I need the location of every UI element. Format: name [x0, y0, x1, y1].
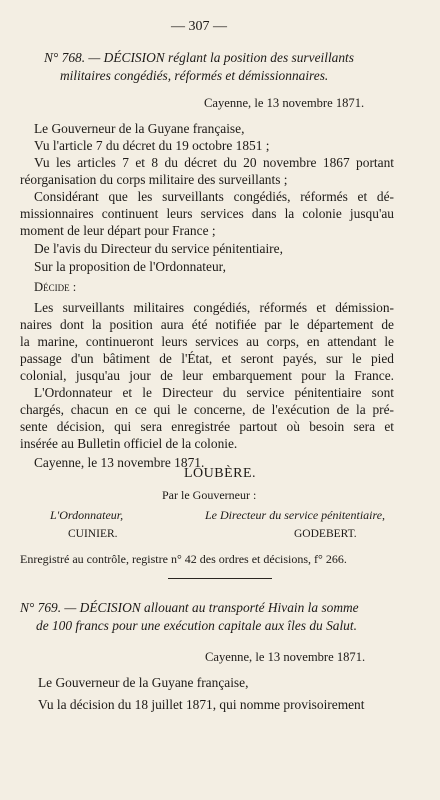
decision-769-heading-line-1: N° 769. — DÉCISION allouant au transporté Hivain la somme [20, 600, 359, 615]
decision-768-article-2-line-2: chargés, chacun en ce qui le concerne, de l'exécution de la pré- [20, 402, 394, 417]
decision-768-governor: Le Gouverneur de la Guyane française, [34, 121, 245, 136]
decision-768-heading-line-1: N° 768. — DÉCISION réglant la position des surveillants [44, 50, 354, 65]
decision-768-place-date: Cayenne, le 13 novembre 1871. [204, 96, 365, 110]
decision-768-article-2-line-4: insérée au Bulletin officiel de la colonie. [20, 436, 238, 451]
decision-768-article-1-line-1: Les surveillants militaires congédiés, réformés et démission- [34, 300, 394, 315]
decision-768-closing-date: Cayenne, le 13 novembre 1871. [34, 455, 205, 470]
decision-768-vu-2: Vu les articles 7 et 8 du décret du 20 novembre 1867 portant [34, 155, 394, 170]
par-le-gouverneur: Par le Gouverneur : [162, 488, 257, 502]
directeur-title: Le Directeur du service pénitentiaire, [205, 508, 386, 522]
decision-769-place-date: Cayenne, le 13 novembre 1871. [205, 650, 366, 664]
decision-768-article-2-line-1: L'Ordonnateur et le Directeur du service pénitentiaire sont [34, 385, 394, 400]
page-number: — 307 — [171, 19, 227, 34]
decision-769-vu: Vu la décision du 18 juillet 1871, qui nomme provisoirement [38, 697, 365, 712]
decision-769-heading-line-2: de 100 francs pour une exécution capitale aux îles du Salut. [36, 618, 357, 633]
decision-768-considerant-cont-1: missionnaires continuent leurs services dans la colonie jusqu'au [20, 206, 394, 221]
decision-768-article-1-line-3: la marine, continueront leurs services au corps, en attendant le [20, 334, 394, 349]
directeur-name: GODEBERT. [294, 528, 357, 540]
decision-768-avis: De l'avis du Directeur du service pénitentiaire, [34, 241, 283, 256]
decision-768-vu-1: Vu l'article 7 du décret du 19 octobre 1851 ; [34, 138, 270, 153]
section-divider [168, 578, 272, 579]
decision-768-article-2-line-3: sente décision, qui sera enregistrée partout où besoin sera et [20, 419, 394, 434]
decision-768-article-1-line-4: passage d'un bâtiment de l'État, et seront payés, sur le pied [20, 351, 394, 366]
decision-768-considerant-cont-2: moment de leur départ pour France ; [20, 223, 216, 238]
decision-768-decide: Décide : [34, 280, 77, 294]
signatory-loubere: LOUBÈRE. [184, 466, 257, 481]
decision-768-article-1-line-5: colonial, jusqu'au jour de leur embarquement pour la France. [20, 368, 394, 383]
decision-768-considerant: Considérant que les surveillants congédiés, réformés et dé- [34, 189, 394, 204]
decision-768-vu-2-cont: réorganisation du corps militaire des surveillants ; [20, 172, 288, 187]
decision-768-proposition: Sur la proposition de l'Ordonnateur, [34, 259, 226, 274]
decision-769-governor: Le Gouverneur de la Guyane française, [38, 675, 249, 690]
registration-note: Enregistré au contrôle, registre n° 42 des ordres et décisions, f° 266. [20, 552, 347, 566]
decision-768-heading-line-2: militaires congédiés, réformés et démissionnaires. [60, 68, 329, 83]
decision-768-article-1-line-2: naires dont la position aura été notifiée par le département de [20, 317, 394, 332]
ordonnateur-name: CUINIER. [68, 528, 118, 540]
ordonnateur-title: L'Ordonnateur, [50, 508, 124, 522]
